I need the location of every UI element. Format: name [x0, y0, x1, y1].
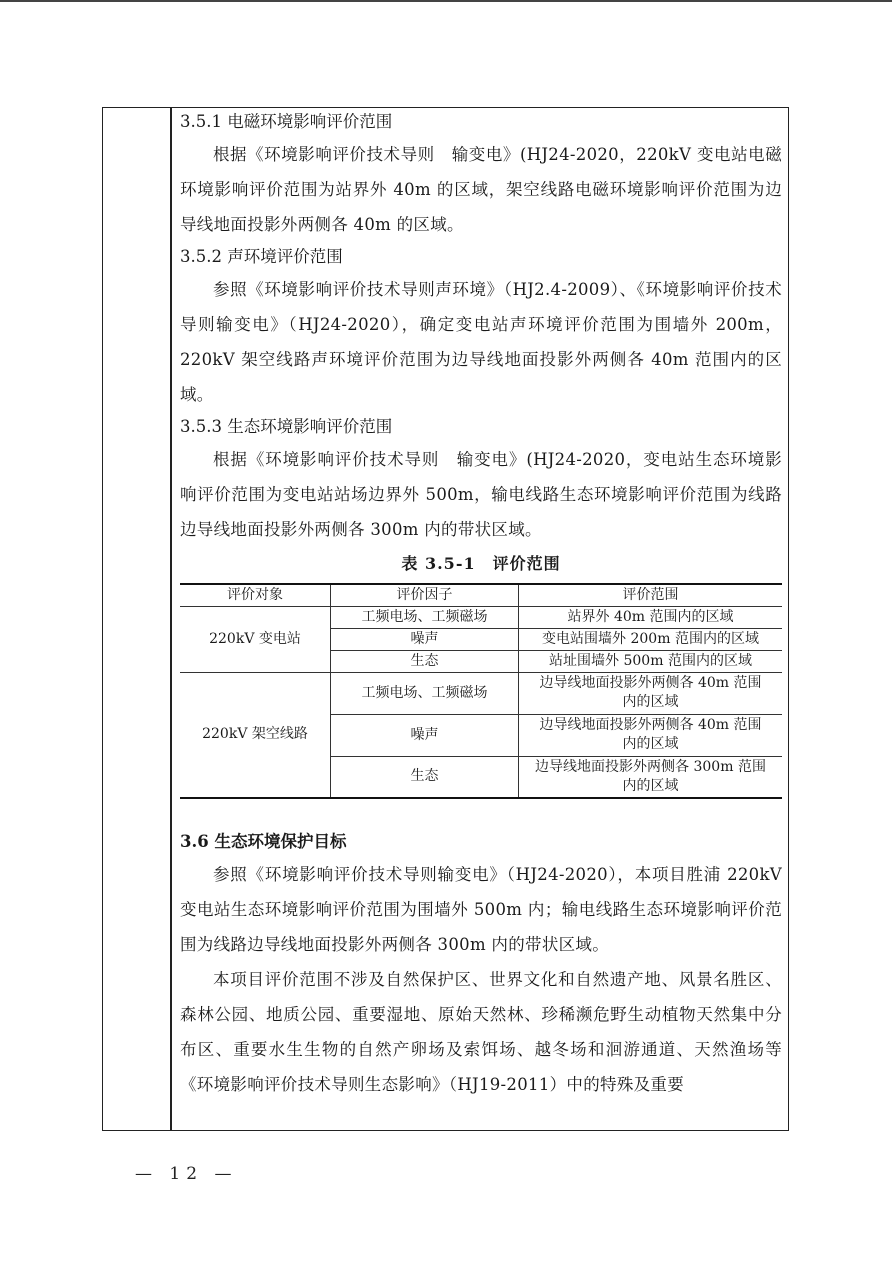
heading-3-5-2: 3.5.2 声环境评价范围: [180, 247, 343, 266]
table-cell-range: 变电站围墙外 200m 范围内的区域: [519, 628, 783, 650]
spacer: [180, 799, 782, 827]
heading-3-5-3: 3.5.3 生态环境影响评价范围: [180, 417, 393, 436]
table-cell-factor: 生态: [331, 756, 519, 798]
table-header-range: 评价范围: [519, 584, 783, 606]
table-cell-range-line: 内的区域: [622, 694, 679, 710]
paragraph-3-6-1: 参照《环境影响评价技术导则输变电》（HJ24-2020），本项目胜浦 220kV 变电站生态环境影响评价范围为围墙外 500m 内；输电线路生态环境影响评价范围为线路边导线地面投影外两侧各 300m 内的带状区域。: [180, 865, 782, 954]
frame-divider: [170, 107, 172, 1131]
table-cell-object: 220kV 架空线路: [180, 672, 331, 798]
top-rule: [0, 0, 892, 2]
table-cell-range-line: 边导线地面投影外两侧各 40m 范围: [539, 675, 762, 691]
heading-3-5-1: 3.5.1 电磁环境影响评价范围: [180, 112, 393, 131]
paragraph-3-5-2: 参照《环境影响评价技术导则声环境》（HJ2.4-2009）、《环境影响评价技术导则输变电》（HJ24-2020），确定变电站声环境评价范围为围墙外 200m，220kV 架空线路声环境评价范围为边导线地面投影外两侧各 40m 范围内的区域。: [180, 280, 782, 404]
table-cell-range-line: 边导线地面投影外两侧各 40m 范围: [539, 717, 762, 733]
table-header-factor: 评价因子: [331, 584, 519, 606]
paragraph-3-6-2: 本项目评价范围不涉及自然保护区、世界文化和自然遗产地、风景名胜区、森林公园、地质公园、重要湿地、原始天然林、珍稀濒危野生动植物天然集中分布区、重要水生生物的自然产卵场及索饵场、越冬场和洄游通道、天然渔场等《环境影响评价技术导则生态影响》（HJ19-2011）中的特殊及重要: [180, 970, 782, 1094]
table-header-row: [180, 584, 782, 606]
heading-3-6: 3.6 生态环境保护目标: [180, 832, 347, 851]
table-cell-object: 220kV 变电站: [180, 606, 331, 672]
table-cell-range: [519, 672, 783, 714]
table-cell-range-line: 边导线地面投影外两侧各 300m 范围: [535, 758, 766, 775]
table-cell-range: [519, 756, 783, 798]
page-number: — 12 —: [135, 1164, 238, 1184]
table-cell-range: [519, 714, 783, 756]
table-cell-factor: 生态: [331, 650, 519, 672]
table-cell-range: 站址围墙外 500m 范围内的区域: [519, 650, 783, 672]
document-content: [180, 107, 782, 1102]
paragraph-3-5-1: 根据《环境影响评价技术导则 输变电》(HJ24-2020，220kV 变电站电磁环境影响评价范围为站界外 40m 的区域，架空线路电磁环境影响评价范围为边导线地面投影外两侧各 40m 的区域。: [180, 145, 782, 234]
table-row: [180, 606, 782, 628]
table-row: [180, 672, 782, 714]
table-caption: 表 3.5-1 评价范围: [401, 554, 561, 573]
table-header-object: 评价对象: [180, 584, 331, 606]
table-cell-range-line: 内的区域: [622, 736, 679, 752]
table-cell-factor: 工频电场、工频磁场: [331, 606, 519, 628]
table-cell-range-line: 内的区域: [622, 777, 679, 794]
table-cell-factor: 噪声: [331, 628, 519, 650]
paragraph-3-5-3: 根据《环境影响评价技术导则 输变电》(HJ24-2020，变电站生态环境影响评价范围为变电站站场边界外 500m，输电线路生态环境影响评价范围为线路边导线地面投影外两侧各 300m 内的带状区域。: [180, 450, 782, 539]
table-cell-factor: 噪声: [331, 714, 519, 756]
evaluation-scope-table: [180, 583, 782, 799]
table-cell-range: 站界外 40m 范围内的区域: [519, 606, 783, 628]
table-cell-factor: 工频电场、工频磁场: [331, 672, 519, 714]
